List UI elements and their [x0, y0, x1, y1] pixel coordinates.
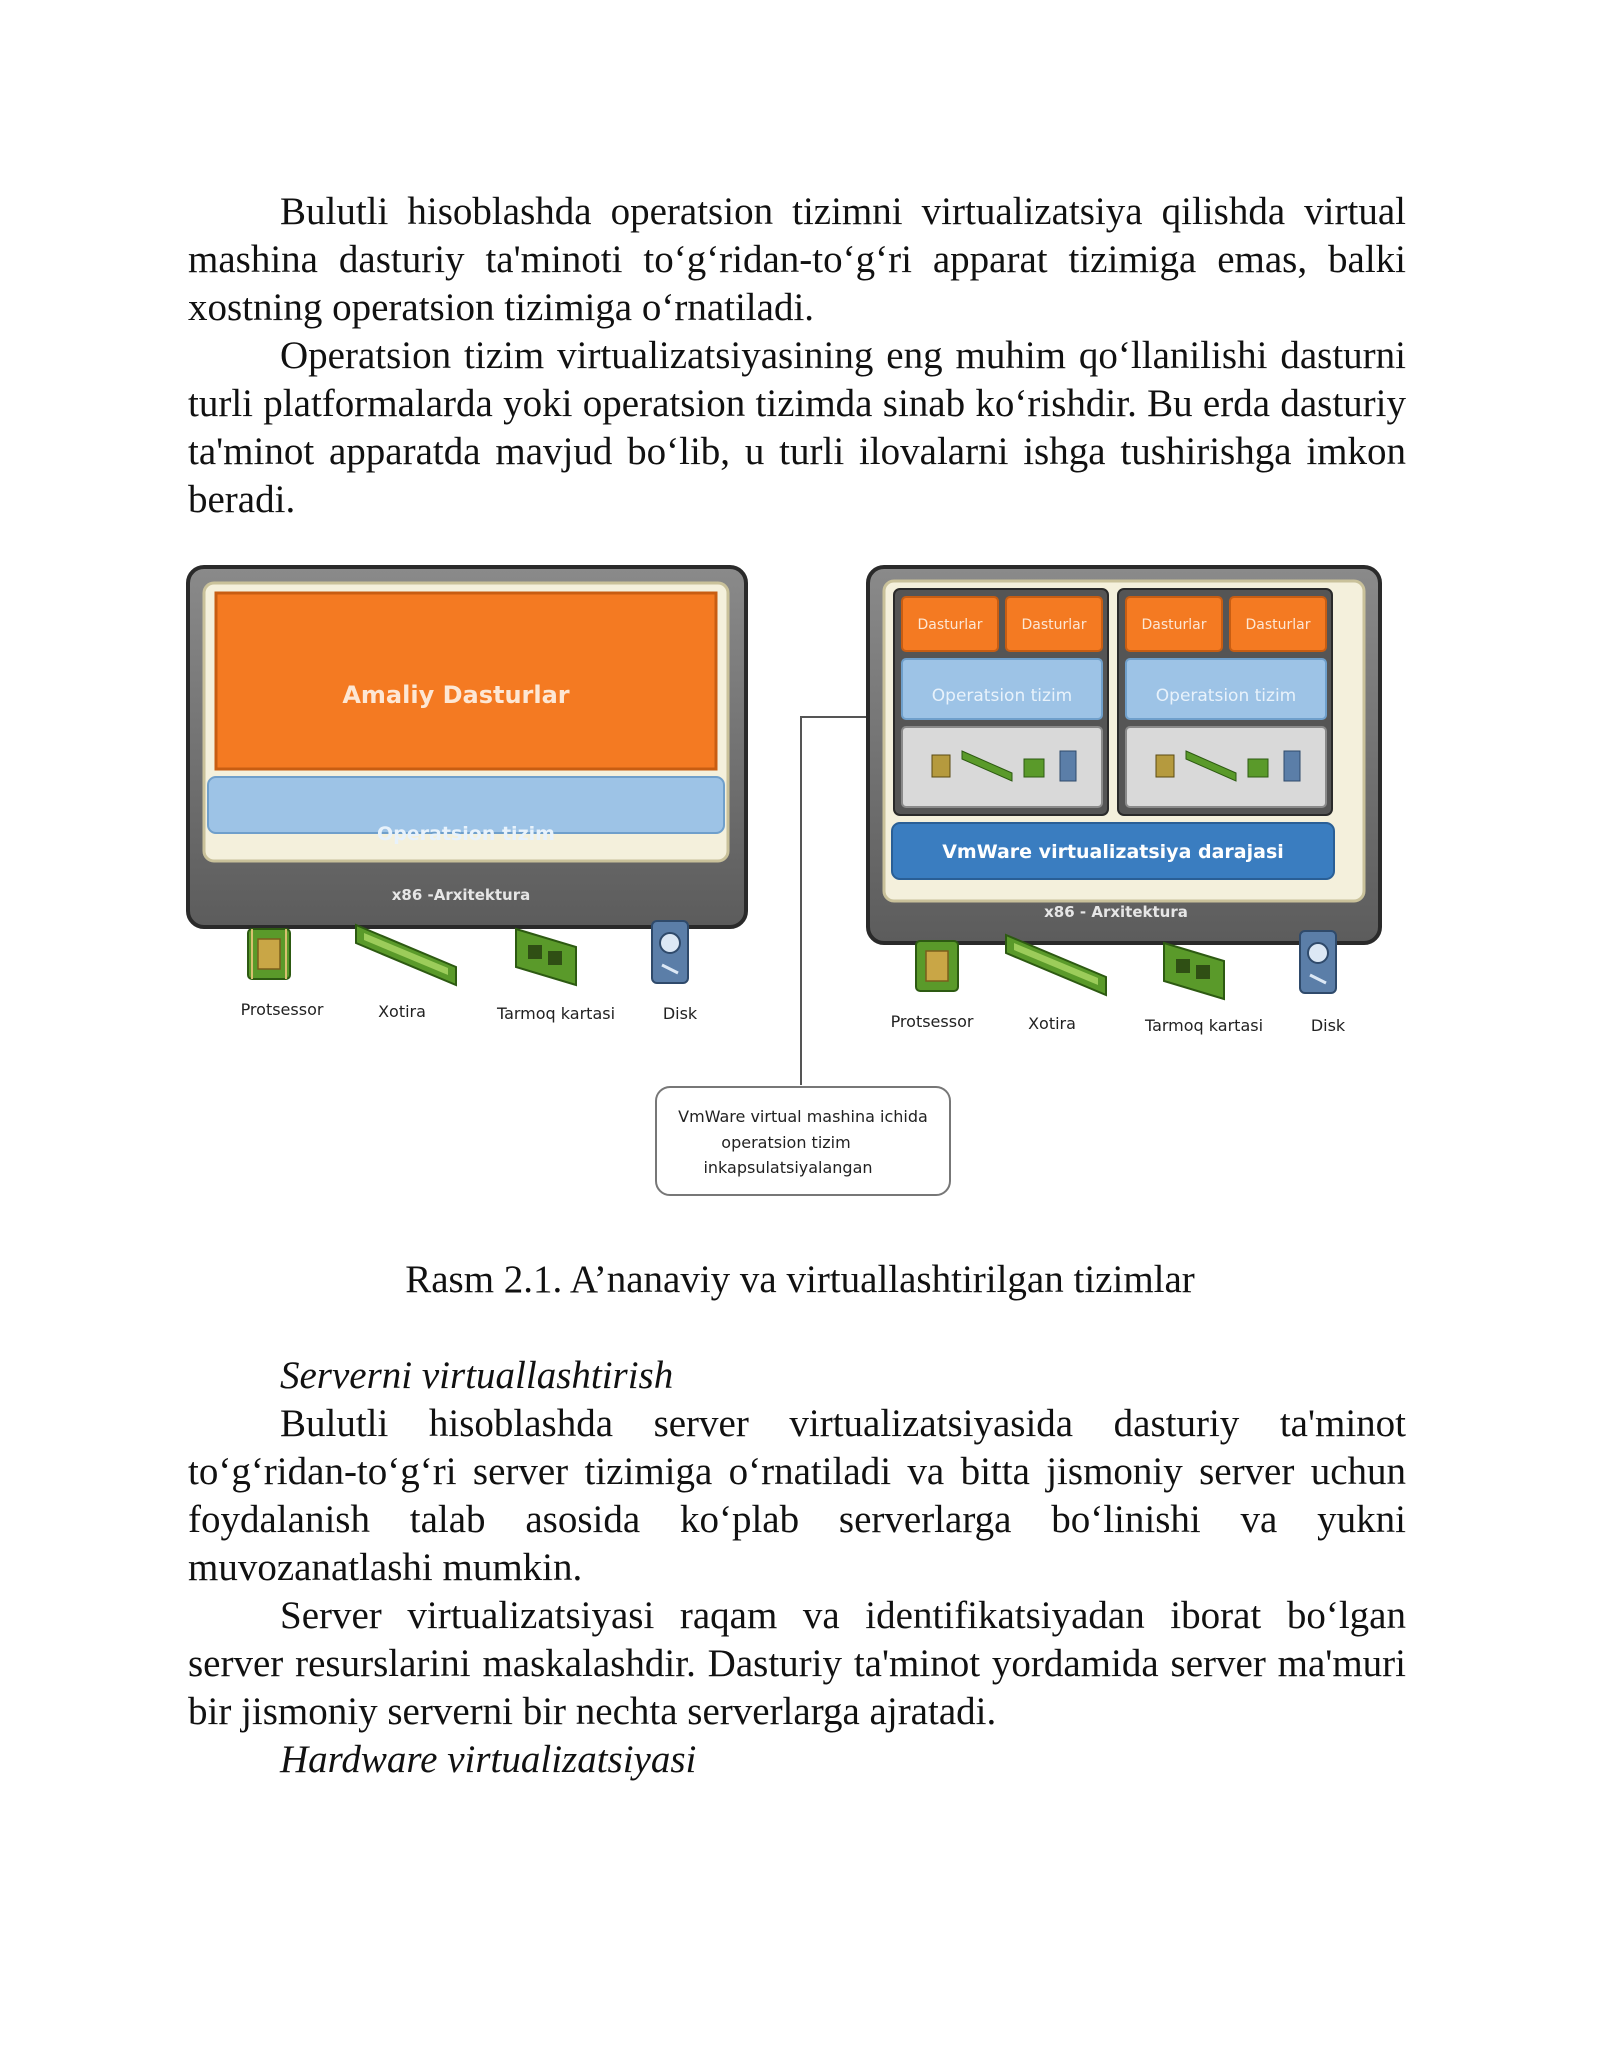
- vm1-os-label: Operatsion tizim: [931, 686, 1073, 706]
- section-heading-hardware: Hardware virtualizatsiyasi: [280, 1738, 697, 1781]
- traditional-system: [188, 567, 746, 1023]
- paragraph-2: Operatsion tizim virtualizatsiyasining eng muhim qo‘llanilishi dasturni turli platformalarda yoki operatsion tizimda sinab ko‘rishdir. Bu erda dasturiy ta'minot apparatda mavjud bo‘lib, u turli ilovalarni ishga tushirishga imkon beradi.: [188, 334, 1406, 521]
- paragraph-3: Bulutli hisoblashda server virtualizatsiyasida dasturiy ta'minot to‘g‘ridan-to‘g‘ri server tizimiga o‘rnatiladi va bitta jismoniy server uchun foydalanish talab asosida ko‘plab serverlarga bo‘linishi va yukni muvozanatlashi mumkin.: [188, 1402, 1406, 1589]
- vm1-app1-label: Dasturlar: [917, 617, 983, 633]
- memory-label: Xotira: [378, 1002, 426, 1021]
- right-architecture-label: x86 - Arxitektura: [1044, 903, 1188, 921]
- virtual-machine-1: [894, 589, 1108, 815]
- callout-line-2: operatsion tizim: [721, 1133, 851, 1152]
- disk-icon: [652, 921, 688, 983]
- applications-label: Amaliy Dasturlar: [342, 681, 570, 709]
- vm1-app2-label: Dasturlar: [1021, 617, 1087, 633]
- virtualization-figure: [186, 565, 1386, 1205]
- vm2-app2-label: Dasturlar: [1245, 617, 1311, 633]
- vm-callout: [656, 1087, 950, 1195]
- paragraph-4: Server virtualizatsiyasi raqam va identifikatsiyadan iborat bo‘lgan server resurslarini maskalashdir. Dasturiy ta'minot yordamida server ma'muri bir jismoniy serverni bir nechta serverlarga ajratadi.: [188, 1594, 1406, 1733]
- vmware-label: VmWare virtualizatsiya darajasi: [942, 841, 1284, 863]
- processor-label: Protsessor: [240, 1000, 324, 1019]
- memory-icon: [356, 925, 456, 985]
- disk-icon: [1300, 931, 1336, 993]
- vm2-app1-label: Dasturlar: [1141, 617, 1207, 633]
- figure-caption: Rasm 2.1. A’nanaviy va virtuallashtirilgan tizimlar: [405, 1258, 1195, 1301]
- right-processor-label: Protsessor: [890, 1012, 974, 1031]
- paragraph-1: Bulutli hisoblashda operatsion tizimni virtualizatsiya qilishda virtual mashina dasturiy ta'minoti to‘g‘ridan-to‘g‘ri apparat tizimiga emas, balki xostning operatsion tizimiga o‘rnatiladi.: [188, 190, 1406, 329]
- os-label: Operatsion tizim: [377, 823, 555, 845]
- virtual-machine-2: [1118, 589, 1332, 815]
- callout-line-1: VmWare virtual mashina ichida: [678, 1107, 928, 1126]
- right-network-card-label: Tarmoq kartasi: [1144, 1016, 1264, 1035]
- callout-line-3: inkapsulatsiyalangan: [703, 1158, 873, 1177]
- processor-icon: [916, 941, 958, 991]
- disk-label: Disk: [662, 1004, 698, 1023]
- right-memory-label: Xotira: [1028, 1014, 1076, 1033]
- network-card-icon: [516, 929, 576, 985]
- network-card-label: Tarmoq kartasi: [496, 1004, 616, 1023]
- section-heading-server: Serverni virtuallashtirish: [280, 1354, 674, 1397]
- virtualized-system: [868, 567, 1380, 1035]
- vm2-os-label: Operatsion tizim: [1155, 686, 1297, 706]
- right-disk-label: Disk: [1310, 1016, 1346, 1035]
- architecture-label: x86 -Arxitektura: [391, 886, 531, 904]
- processor-icon: [248, 929, 290, 979]
- network-card-icon: [1164, 943, 1224, 999]
